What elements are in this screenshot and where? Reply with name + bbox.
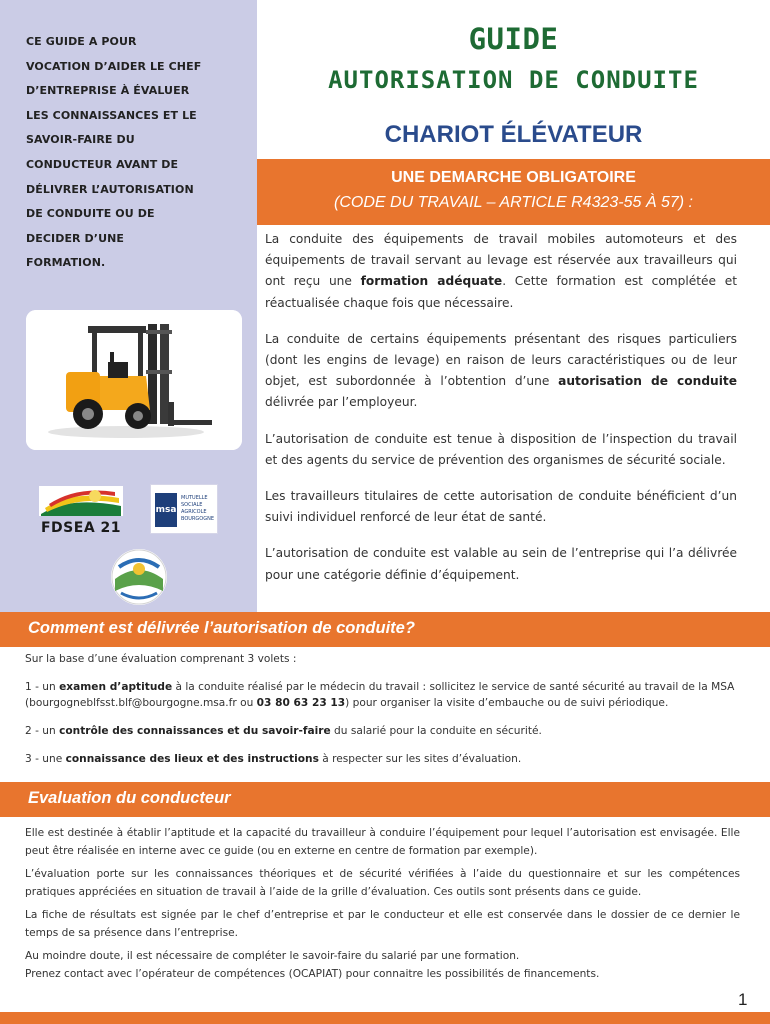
intro-paragraph: La conduite de certains équipements présentant des risques particuliers (dont les engins de levage) en raison de leurs caractéristiques ou de leur objet, est subordonnée à l’obtention d’une autorisation de conduite délivrée par l’employeur. [265,331,737,410]
phone-number: 03 80 63 23 13 [256,696,346,709]
section-paragraph: 3 - une connaissance des lieux et des instructions à respecter sur les sites d’évaluation. [25,752,522,765]
emphasis-text: examen d’aptitude [59,681,173,693]
msa-logo-mark: msa [155,493,177,527]
section-paragraph: 1 - un examen d’aptitude à la conduite réalisé par le médecin du travail : sollicitez le service de santé sécurité au travail de la MSA (bourgogneblfsst.blf@bourgogne.msa.fr ou 03 80 63 23 13) pour organiser la visite d’embauche ou de suivi périodique. [25,681,735,709]
equipment-title: CHARIOT ÉLÉVATEUR [384,121,643,148]
emphasis-text: connaissance des lieux et des instructions [65,752,319,765]
msa-logo-lines: MUTUELLE SOCIALE AGRICOLE BOURGOGNE [181,495,214,522]
forklift-photo [26,310,242,450]
intro-line: DECIDER D’UNE [26,231,125,245]
intro-line: LES CONNAISSANCES ET LE [26,108,197,122]
footer-strip [0,1012,770,1024]
intro-line: VOCATION D’AIDER LE CHEF [26,59,202,73]
intro-line: DÉLIVRER L’AUTORISATION [26,182,194,196]
section-paragraph: L’évaluation porte sur les connaissances théoriques et de sécurité vérifiées à l’aide du questionnaire et sur les compétences pratiques appréciées en situation de travail à l’aide de la grille d’évaluation. Ces outils sont présents dans ce guide. [25,868,740,898]
section-paragraph: La fiche de résultats est signée par le chef d’entreprise et par le conducteur et elle est conservée dans le dossier de ce dernier le temps de sa présence dans l’entreprise. [25,909,740,939]
fdsea-logo [36,484,126,536]
intro-line: SAVOIR-FAIRE DU [26,133,135,147]
intro-line: CE GUIDE A POUR [26,35,137,48]
forklift-icon [26,310,242,450]
guide-subtitle: AUTORISATION DE CONDUITE [328,66,699,94]
intro-paragraph: L’autorisation de conduite est valable au sein de l’entreprise qui l’a délivrée pour une catégorie définie d’équipement. [265,546,737,582]
intro-line: CONDUCTEUR AVANT DE [26,157,179,171]
intro-paragraph: Les travailleurs titulaires de cette autorisation de conduite bénéficient d’un suivi individuel renforcé de leur état de santé. [265,489,737,525]
obligation-banner [257,159,770,225]
section-title: Evaluation du conducteur [28,789,231,807]
intro-line: FORMATION. [26,256,106,270]
section-paragraph: Prenez contact avec l’opérateur de compétences (OCAPIAT) pour connaitre les possibilités de financements. [25,967,600,980]
msa-logo [150,484,218,534]
emphasis-text: formation adéquate [360,274,503,289]
section-title: Comment est délivrée l’autorisation de conduite? [28,619,415,637]
emphasis-text: autorisation de conduite [558,374,737,389]
section-header-delivery [0,612,770,647]
section-header-evaluation [0,782,770,817]
section-paragraph: 2 - un contrôle des connaissances et du savoir-faire du salarié pour la conduite en sécurité. [25,724,542,737]
sidebar-panel [0,0,257,612]
section-paragraph: Sur la base d’une évaluation comprenant 3 volets : [25,653,297,665]
banner-reference: (CODE DU TRAVAIL – ARTICLE R4323-55 À 57) : [334,194,693,211]
agro-school-logo [111,549,167,605]
emphasis-text: contrôle des connaissances et du savoir-faire [59,724,331,737]
intro-paragraph: La conduite des équipements de travail mobiles automoteurs et des équipements de travail servant au levage est réservée aux travailleurs qui ont reçu une formation adéquate. Cette formation est complétée et réactualisée chaque fois que nécessaire. [265,232,737,310]
banner-heading: UNE DEMARCHE OBLIGATOIRE [391,169,636,186]
intro-line: D’ENTREPRISE À ÉVALUER [26,84,190,98]
agro-emblem-icon [111,549,167,605]
intro-body [265,229,737,601]
sidebar-intro [26,30,248,276]
delivery-section-body [25,652,740,780]
guide-title: GUIDE [468,22,559,56]
intro-line: DE CONDUITE OU DE [26,207,155,221]
page-number: 1 [738,990,748,1009]
evaluation-section-body [25,825,740,983]
section-paragraph: Elle est destinée à établir l’aptitude et la capacité du travailleur à conduire l’équipement pour lequel l’autorisation est envisagée. Elle peut être réalisée en interne avec ce guide (ou en externe en centre de formation par exemple). [25,827,740,857]
fdsea-emblem-icon [39,486,123,516]
fdsea-logo-text: FDSEA 21 [40,520,122,536]
section-paragraph: Au moindre doute, il est nécessaire de compléter le savoir-faire du salarié par une formation. [25,950,520,962]
intro-paragraph: L’autorisation de conduite est tenue à disposition de l’inspection du travail et des agents du service de prévention des organismes de sécurité sociale. [265,431,737,467]
